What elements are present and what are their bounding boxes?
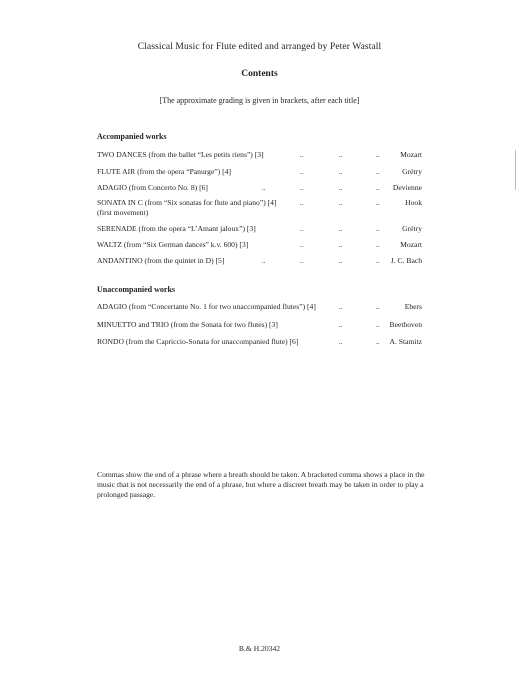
- leader-dots: ..: [300, 257, 304, 265]
- entry-subtitle: (first movement): [97, 208, 149, 217]
- leader-dots: ..: [376, 199, 380, 207]
- entry-composer: A. Stamitz: [389, 337, 422, 346]
- plate-number: B.& H.20342: [238, 644, 281, 653]
- entry-title: RONDO (from the Capriccio-Sonata for unaccompanied flute) [6]: [97, 337, 299, 346]
- entry-composer: Mozart: [400, 240, 422, 249]
- breath-note: Commas show the end of a phrase where a breath should be taken. A bracketed comma shows a place in the music that is not necessarily the end of a phrase, but where a discreet breath may be taken in order to play a prolonged passage.: [97, 470, 425, 499]
- entry-composer: Ebers: [404, 302, 422, 311]
- leader-dots: ..: [339, 184, 343, 192]
- contents-heading: Contents: [241, 69, 278, 79]
- grading-note: [The approximate grading is given in brackets, after each title]: [159, 96, 360, 105]
- entry-composer: J. C. Bach: [390, 256, 422, 265]
- book-title: Classical Music for Flute edited and arranged by Peter Wastall: [137, 42, 382, 52]
- leader-dots: ..: [376, 225, 380, 233]
- leader-dots: ..: [300, 168, 304, 176]
- entry-composer: Beethoven: [389, 320, 422, 329]
- leader-dots: ..: [339, 241, 343, 249]
- entry-composer: Devienne: [392, 183, 422, 192]
- entry-composer: Grétry: [402, 224, 422, 233]
- leader-dots: ..: [300, 199, 304, 207]
- entry-composer: Hook: [405, 198, 422, 207]
- entry-composer: Mozart: [400, 150, 422, 159]
- entry-title: ADAGIO (from “Concertante No. 1 for two unaccompanied flutes”) [4]: [97, 302, 316, 311]
- leader-dots: ..: [300, 184, 304, 192]
- leader-dots: ..: [339, 151, 343, 159]
- entry-title: WALTZ (from “Six German dances” k.v. 600) [3]: [97, 240, 249, 249]
- page-edge-mark: [515, 150, 516, 190]
- leader-dots: ..: [300, 151, 304, 159]
- leader-dots: ..: [262, 184, 266, 192]
- leader-dots: ..: [376, 151, 380, 159]
- unaccompanied-works-heading: Unaccompanied works: [97, 285, 176, 294]
- toc-entry: [97, 198, 422, 218]
- leader-dots: ..: [339, 303, 343, 311]
- leader-dots: ..: [376, 338, 380, 346]
- leader-dots: ..: [339, 199, 343, 207]
- leader-dots: ..: [339, 225, 343, 233]
- accompanied-works-heading: Accompanied works: [97, 132, 167, 141]
- entry-title: SERENADE (from the opera “L’Amant jaloux”) [3]: [97, 224, 256, 233]
- leader-dots: ..: [262, 257, 266, 265]
- leader-dots: ..: [339, 321, 343, 329]
- leader-dots: ..: [339, 168, 343, 176]
- leader-dots: ..: [376, 257, 380, 265]
- leader-dots: ..: [376, 184, 380, 192]
- leader-dots: ..: [376, 241, 380, 249]
- leader-dots: ..: [300, 225, 304, 233]
- entry-title: MINUETTO and TRIO (from the Sonata for two flutes) [3]: [97, 320, 278, 329]
- entry-title: ADAGIO (from Concerto No. 8) [6]: [97, 183, 208, 192]
- entry-composer: Grétry: [402, 167, 422, 176]
- leader-dots: ..: [376, 321, 380, 329]
- leader-dots: ..: [300, 241, 304, 249]
- leader-dots: ..: [376, 303, 380, 311]
- leader-dots: ..: [376, 168, 380, 176]
- entry-title: TWO DANCES (from the ballet “Les petits riens”) [3]: [97, 150, 264, 159]
- entry-title: FLUTE AIR (from the opera “Panurge”) [4]: [97, 167, 231, 176]
- leader-dots: ..: [339, 257, 343, 265]
- entry-title: ANDANTINO (from the quintet in D) [5]: [97, 256, 225, 265]
- leader-dots: ..: [339, 338, 343, 346]
- entry-title: SONATA IN C (from “Six sonatas for flute and piano”) [4]: [97, 198, 277, 207]
